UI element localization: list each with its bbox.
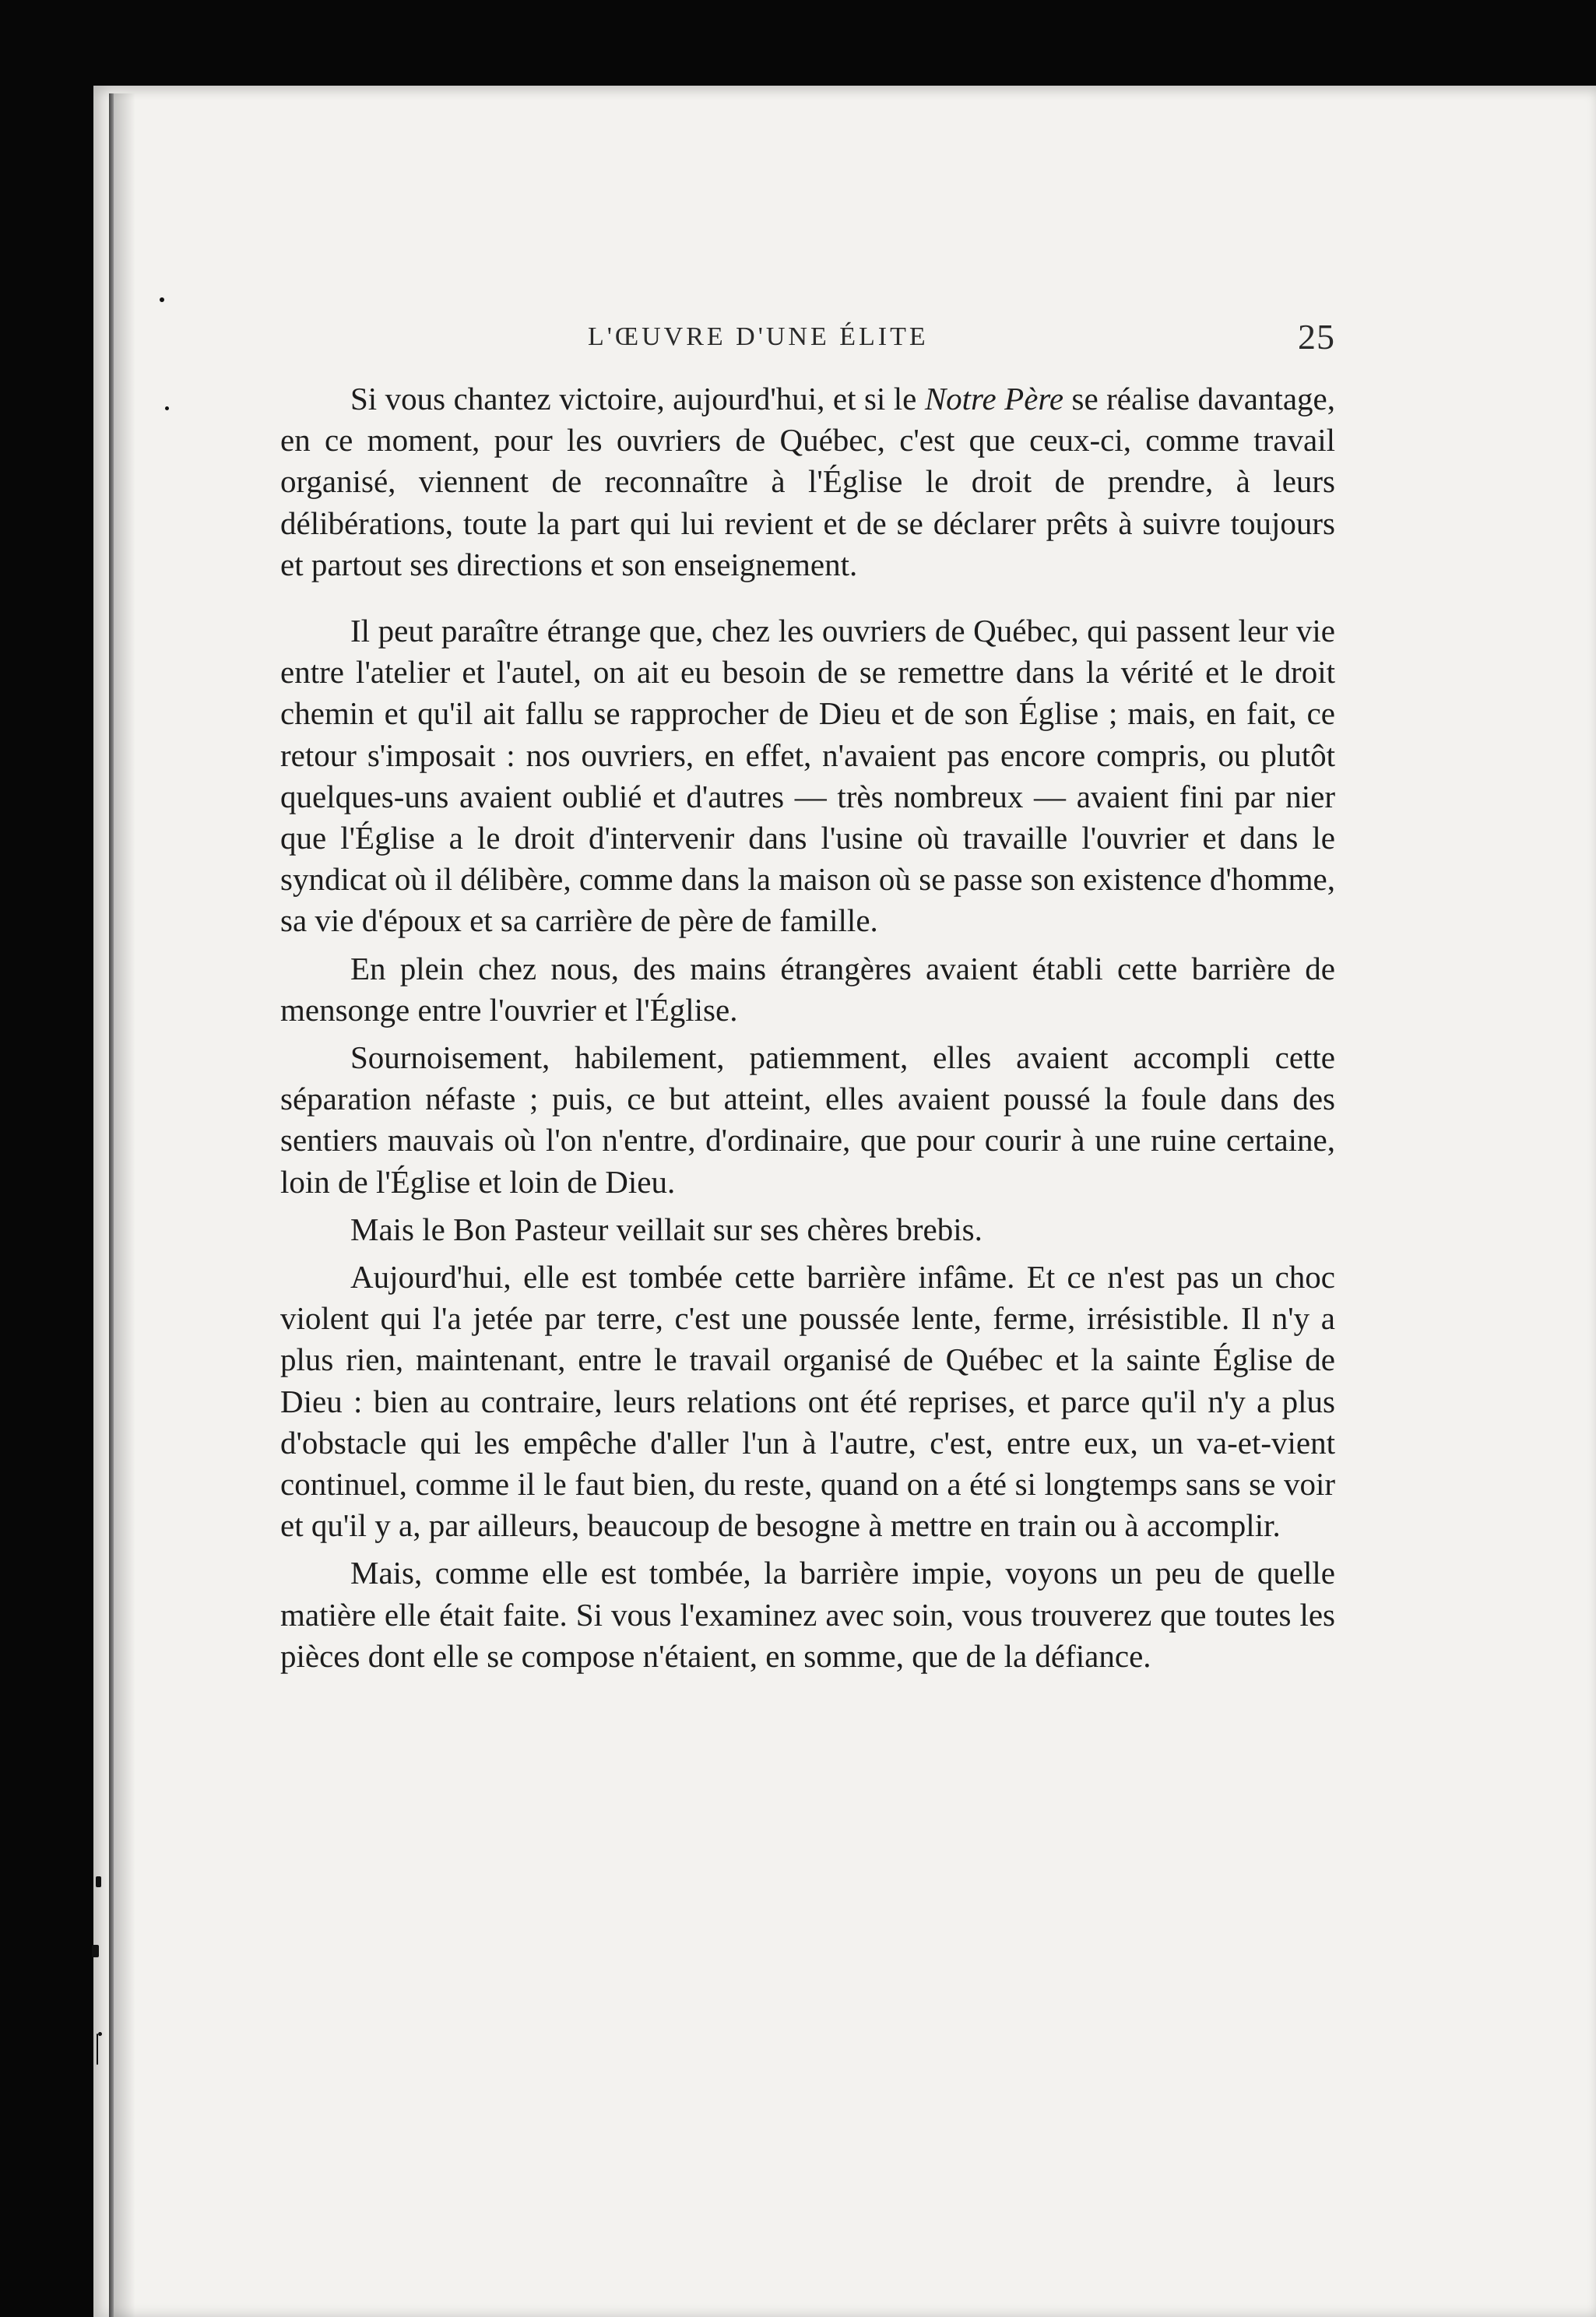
paragraph-1-lead: Si vous chantez victoire, aujourd'hui, et si le: [350, 381, 925, 417]
scan-mark: [165, 406, 169, 410]
paragraph-7: Mais, comme elle est tombée, la barrière impie, voyons un peu de quelle matière elle était faite. Si vous l'examinez avec soin, vous trouverez que toutes les pièces dont elle se compose n'étaient, en somme, que de la défiance.: [280, 1555, 1335, 1674]
scan-mark: [92, 1945, 99, 1957]
scan-mark: [98, 2032, 102, 2036]
paragraph-1-tail: se réalise davantage, en ce moment, pour les ouvriers de Québec, c'est que ceux-ci, comme travail organisé, viennent de reconnaître à l'Église le droit de prendre, à leurs délibérations, toute la part qui lui revient et de se déclarer prêts à suivre toujours et partout ses directions et son enseignement.: [280, 381, 1335, 582]
page-number: 25: [1298, 317, 1335, 357]
page-header: [280, 316, 1335, 371]
paragraph-2: Il peut paraître étrange que, chez les ouvriers de Québec, qui passent leur vie entre l'atelier et l'autel, on ait eu besoin de se remettre dans la vérité et le droit chemin et qu'il ait fallu se rapprocher de Dieu et de son Église ; mais, en fait, ce retour s'imposait : nos ouvriers, en effet, n'avaient pas encore compris, ou plutôt quelques-uns avaient oublié et d'autres — très nombreux — avaient fini par nier que l'Église a le droit d'intervenir dans l'usine où travaille l'ouvrier et dans le syndicat où il délibère, comme dans la maison où se passe son existence d'homme, sa vie d'époux et sa carrière de père de famille.: [280, 613, 1335, 939]
scan-mark: [160, 297, 164, 302]
scan-mark: [97, 2034, 98, 2065]
paragraph-1: [280, 378, 1335, 585]
paragraph-4: Sournoisement, habilement, patiemment, elles avaient accompli cette séparation néfaste ; puis, ce but atteint, elles avaient poussé la foule dans des sentiers mauvais où l'on n'entre, d'ordinaire, que pour courir à une ruine certaine, loin de l'Église et loin de Dieu.: [280, 1039, 1335, 1200]
paragraph-6: Aujourd'hui, elle est tombée cette barrière infâme. Et ce n'est pas un choc violent qui l'a jetée par terre, c'est une poussée lente, ferme, irrésistible. Il n'y a plus rien, maintenant, entre le travail organisé de Québec et la sainte Église de Dieu : bien au contraire, leurs relations ont été reprises, et parce qu'il n'y a plus d'obstacle qui les empêche d'aller l'un à l'autre, c'est, entre eux, un va-et-vient continuel, comme il le faut bien, du reste, quand on a été si longtemps sans se voir et qu'il y a, par ailleurs, beaucoup de besogne à mettre en train ou à accomplir.: [280, 1259, 1335, 1544]
scan-mark: [96, 1876, 101, 1887]
page-gutter-shadow: [114, 93, 135, 2317]
paragraph-5: Mais le Bon Pasteur veillait sur ses chères brebis.: [350, 1211, 983, 1247]
page-text: [280, 378, 1335, 1677]
emphasis-text: Notre Père: [924, 381, 1064, 417]
paragraph-3: En plein chez nous, des mains étrangères avaient établi cette barrière de mensonge entre l'ouvrier et l'Église.: [280, 950, 1335, 1028]
running-head: L'ŒUVRE D'UNE ÉLITE: [588, 322, 929, 351]
